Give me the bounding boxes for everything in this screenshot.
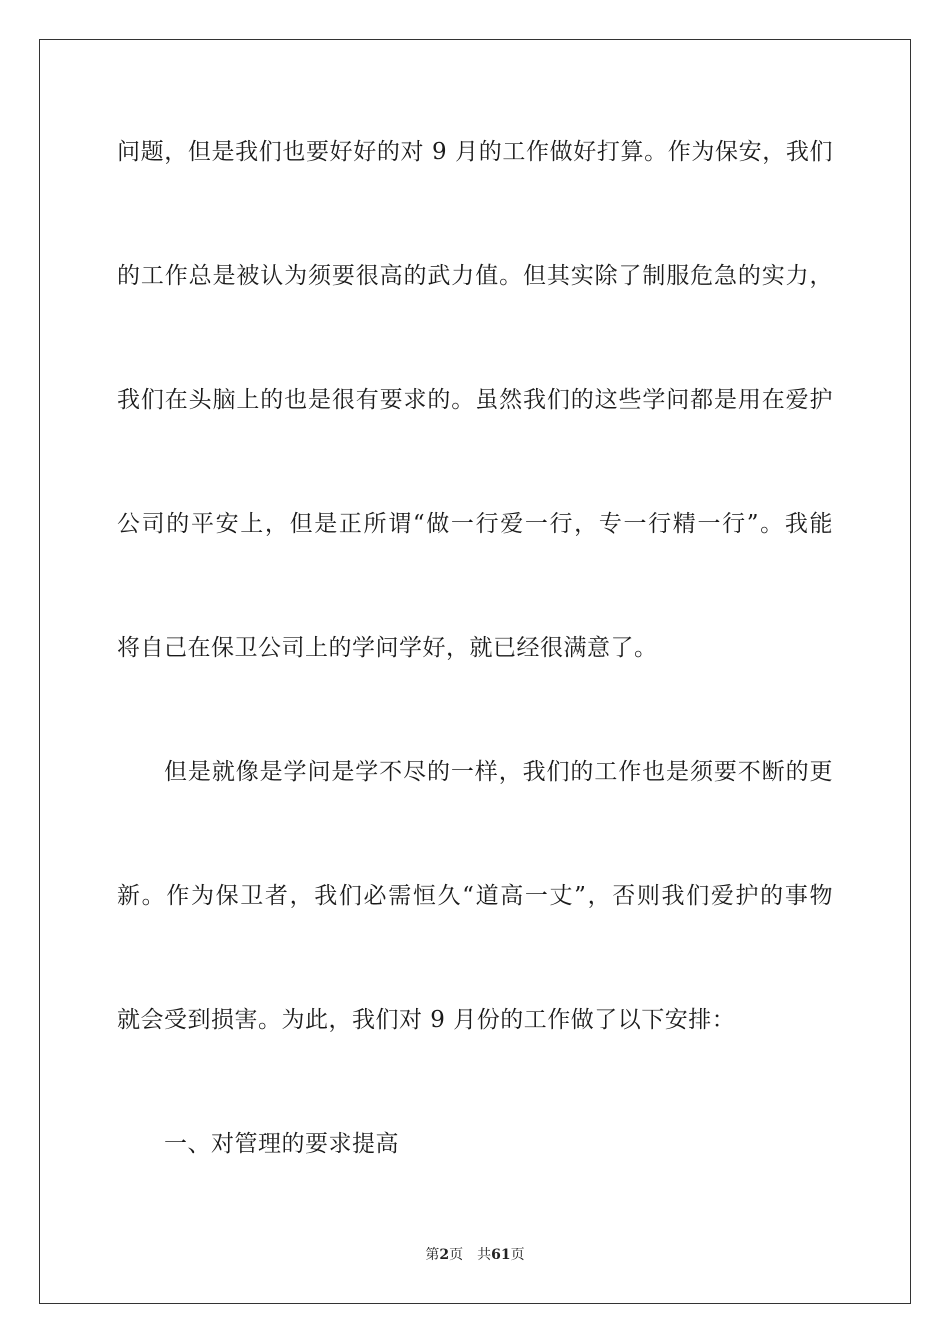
footer-total-prefix: 共	[477, 1247, 492, 1263]
body-text-line-6: 但是就像是学问是学不尽的一样，我们的工作也是须要不断的更	[164, 759, 833, 785]
footer-page-suffix: 页	[449, 1247, 464, 1263]
section-heading: 一、对管理的要求提高	[164, 1131, 399, 1157]
footer-total-suffix: 页	[510, 1247, 525, 1263]
body-text-line-2: 的工作总是被认为须要很高的武力值。但其实除了制服危急的实力，	[117, 263, 833, 289]
body-text-line-7: 新。作为保卫者，我们必需恒久“道高一丈”，否则我们爱护的事物	[117, 883, 833, 909]
footer-total-pages: 61	[491, 1247, 511, 1263]
page-border	[39, 39, 911, 1304]
body-text-line-3: 我们在头脑上的也是很有要求的。虽然我们的这些学问都是用在爱护	[117, 387, 833, 413]
body-text-line-1: 问题，但是我们也要好好的对 9 月的工作做好打算。作为保安，我们	[117, 139, 833, 165]
footer-page-prefix: 第	[425, 1247, 440, 1263]
body-text-line-8: 就会受到损害。为此，我们对 9 月份的工作做了以下安排：	[117, 1007, 736, 1033]
body-text-line-4: 公司的平安上，但是正所谓“做一行爱一行，专一行精一行”。我能	[117, 511, 833, 537]
body-text-line-5: 将自己在保卫公司上的学问学好，就已经很满意了。	[117, 635, 658, 661]
footer-page-number: 2	[439, 1247, 450, 1263]
page-footer	[0, 1246, 950, 1264]
